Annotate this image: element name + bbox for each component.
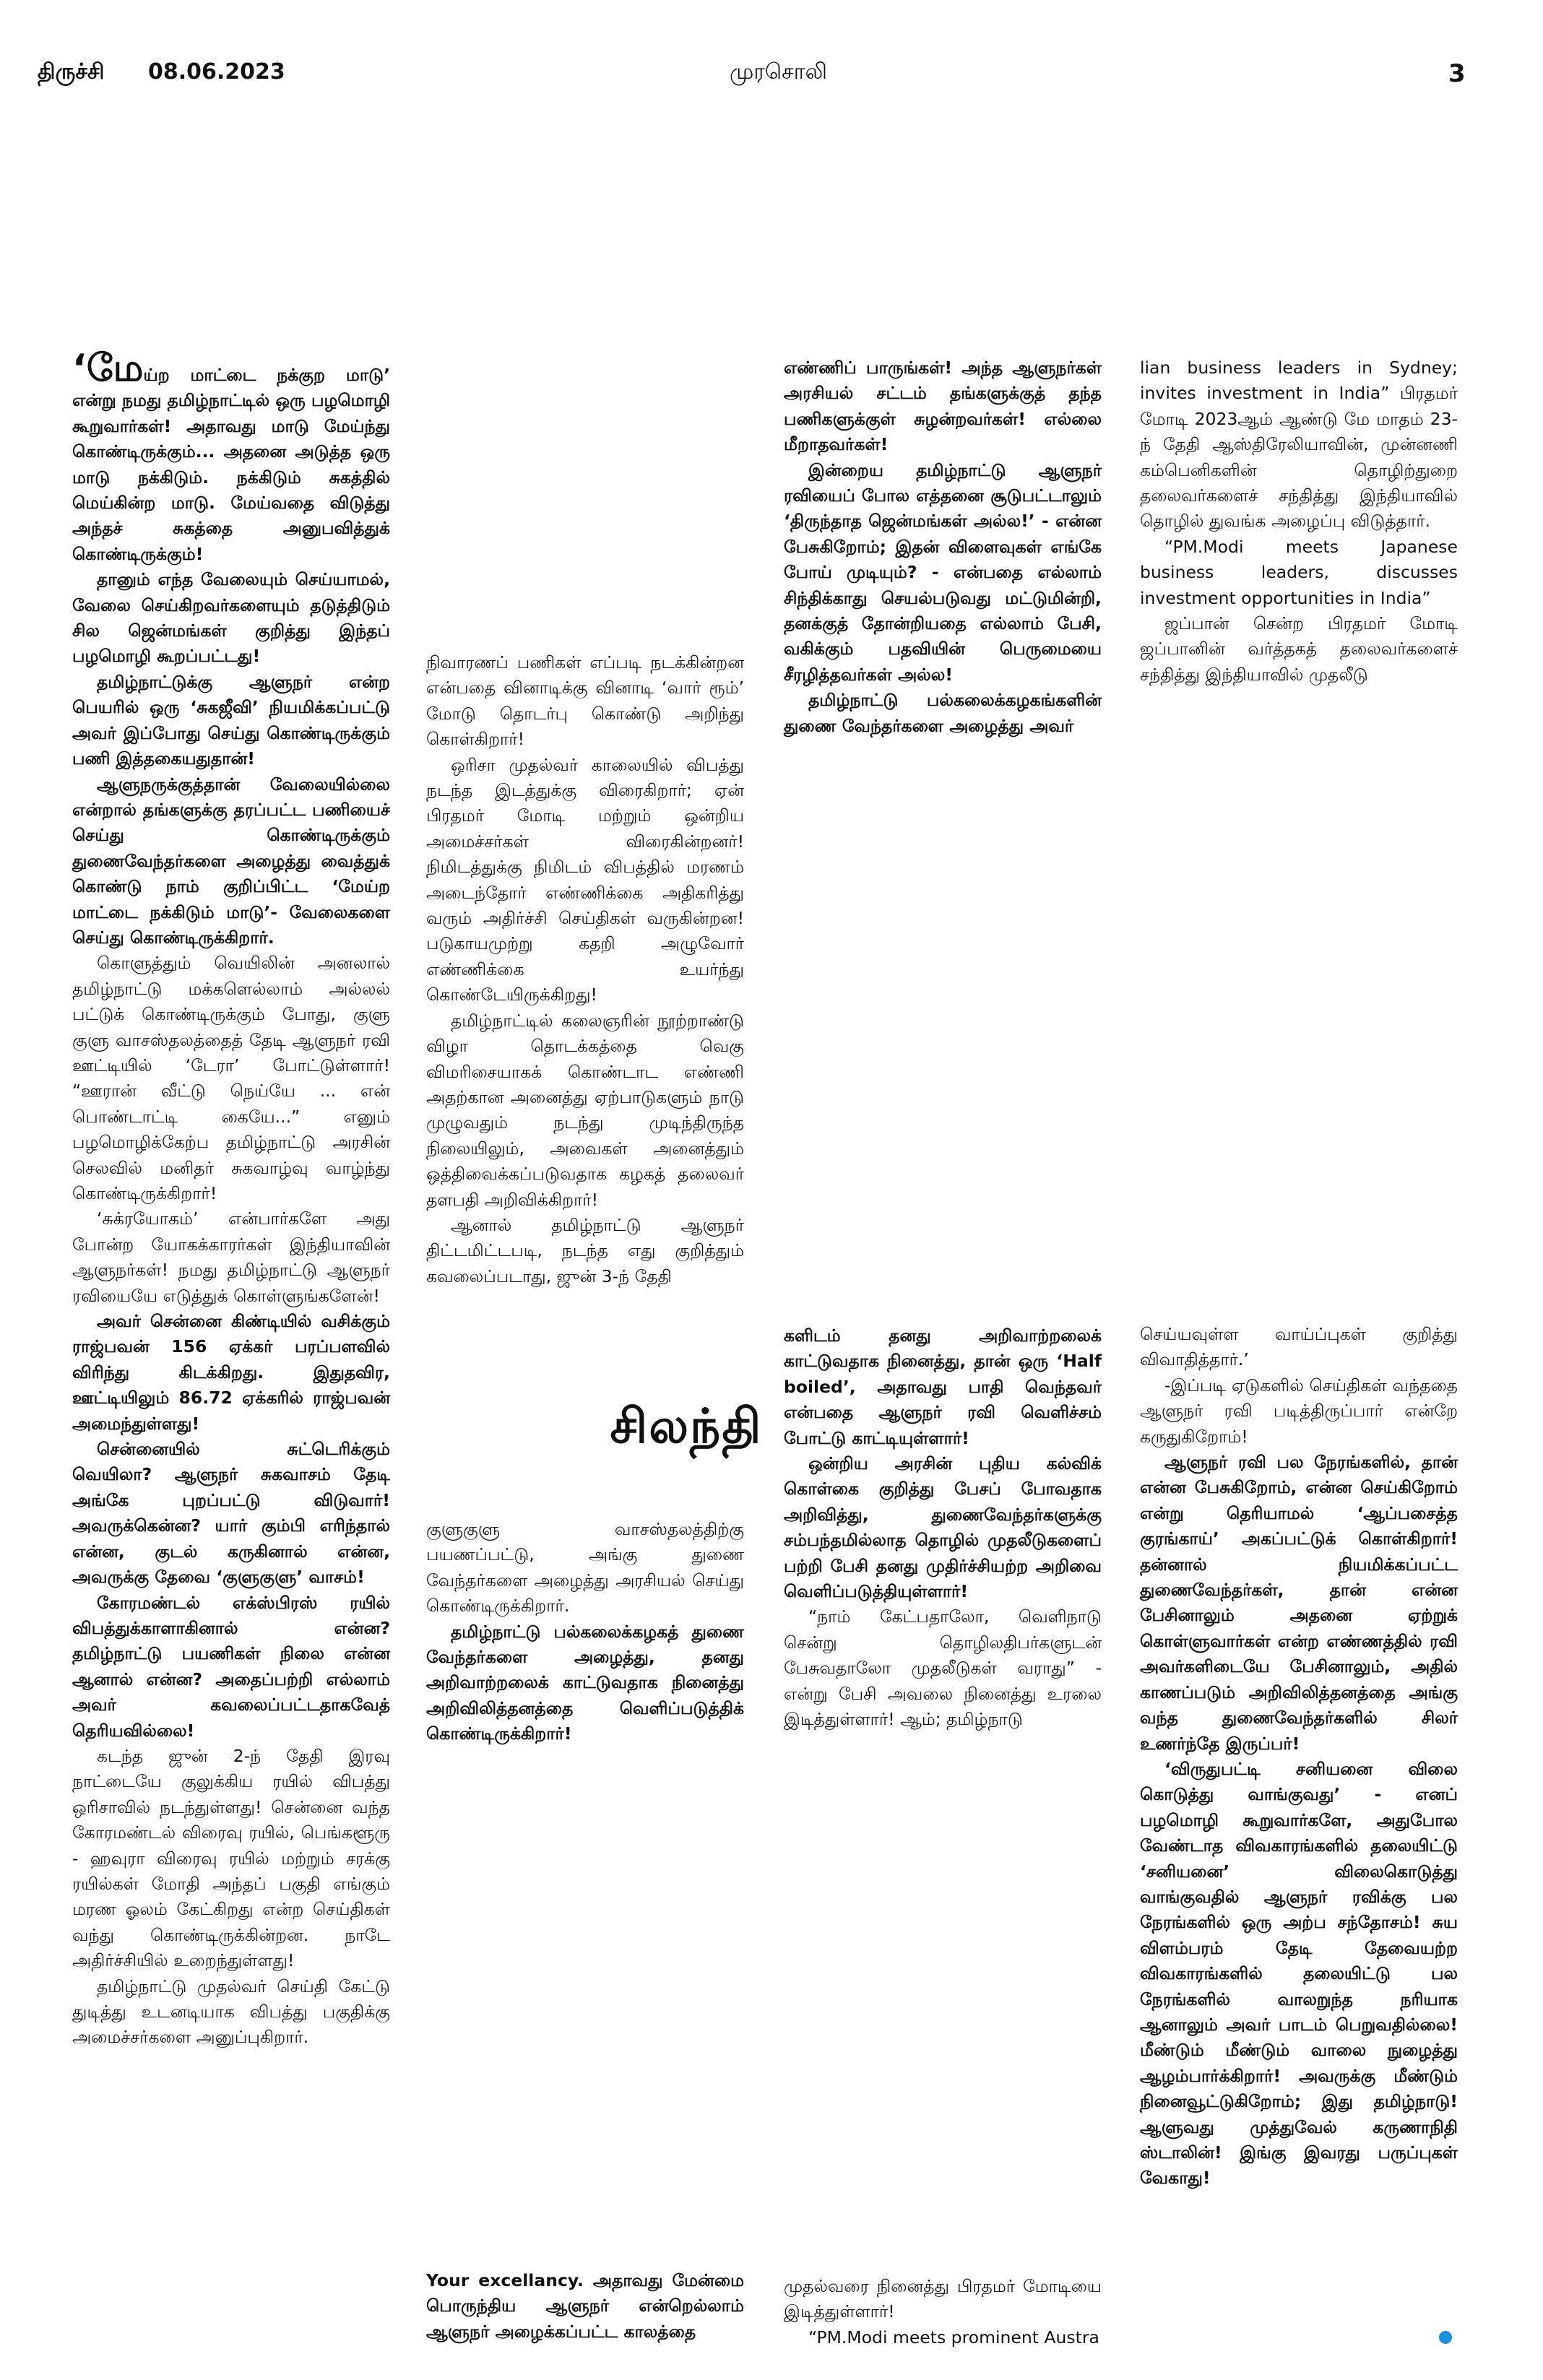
article-paragraph: Your excellancy. அதாவது மேன்மை பொருந்திய ஆளுநர் என்றெல்லாம் ஆளுநர் அழைக்கப்பட்ட காலத்தை [426, 2270, 744, 2342]
article-paragraph: கொளுத்தும் வெயிலின் அனலால் தமிழ்நாட்டு மக்களெல்லாம் அல்லல் பட்டுக் கொண்டிருக்கும் போது, குளு குளு வாசஸ்தலத்தைத் தேடி ஆளுநர் ரவி ஊட்டியில் ‘டேரா’ போட்டுள்ளார்! “ஊரான் வீட்டு நெய்யே ... என் பொண்டாட்டி கையே...” எனும் பழமொழிக்கேற்ப தமிழ்நாட்டு அரசின் செலவில் மனிதர் சுகவாழ்வு வாழ்ந்து கொண்டிருக்கிறார்! [72, 953, 390, 1203]
article-paragraph: தமிழ்நாட்டு பல்கலைக்கழகத் துணை வேந்தர்களை அழைத்து, தனது அறிவாற்றலைக் காட்டுவதாக நினைத்து அறிவிலித்தனத்தை வெளிப்படுத்திக் கொண்டிருக்கிறார்! [426, 1621, 744, 1744]
article-paragraph: சென்னையில் சுட்டெரிக்கும் வெயிலா? ஆளுநர் சுகவாசம் தேடி அங்கே புறப்பட்டு விடுவார்! அவருக்கென்ன? யார் கும்பி எரிந்தால் என்ன, குடல் கருகினால் என்ன, அவருக்கு தேவை ‘குளுகுளு’ வாசம்! [72, 1439, 390, 1588]
page-number: 3 [1448, 59, 1466, 88]
column-3-bottom-text [784, 2274, 1102, 2350]
column-2-top-text [426, 650, 744, 1289]
article-paragraph: தமிழ்நாட்டு பல்கலைக்கழகங்களின் துணை வேந்தர்களை அழைத்து அவர் [784, 690, 1102, 736]
article-paragraph: நிவாரணப் பணிகள் எப்படி நடக்கின்றன என்பதை வினாடிக்கு வினாடி ‘வார் ரூம்’ மோடு தொடர்பு கொண்டு அறிந்து கொள்கிறார்! [426, 652, 744, 750]
article-paragraph: ஒன்றிய அரசின் புதிய கல்விக் கொள்கை குறித்து பேசப் போவதாக அறிவித்து, துணைவேந்தர்களுக்கு சம்பந்தமில்லாத தொழில் முதலீடுகளைப் பற்றி பேசி தனது முதிர்ச்சியற்ற அறிவை வெளிப்படுத்தியுள்ளார்! [784, 1453, 1102, 1602]
column-1-text [72, 347, 390, 2051]
article-paragraph: “நாம் கேட்பதாலோ, வெளிநாடு சென்று தொழிலதிபர்களுடன் பேசுவதாலோ முதலீடுகள் வராது” - என்று பேசி அவலை நினைத்து உரலை இடித்துள்ளார்! ஆம்; தமிழ்நாடு [784, 1606, 1102, 1730]
column-4-bottom-text [1140, 1322, 1458, 2191]
column-3-mid-text [784, 1323, 1102, 1733]
edition-label: திருச்சி [38, 59, 105, 85]
column-2-mid-text [426, 1517, 744, 1747]
article-paragraph: ‘விருதுபட்டி சனியனை விலை கொடுத்து வாங்குவது’ - எனப் பழமொழி கூறுவார்களே, அதுபோல வேண்டாத விவகாரங்களில் தலையிட்டு ‘சனியனை’ விலைகொடுத்து வாங்குவதில் ஆளுநர் ரவிக்கு பல நேரங்களில் ஒரு அற்ப சந்தோசம்! சுய விளம்பரம் தேடி தேவையற்ற விவகாரங்களில் தலையிட்டு பல நேரங்களில் வாலறுந்த நரியாக ஆனாலும் அவர் பாடம் பெறுவதில்லை! மீண்டும் மீண்டும் வாலை நுழைத்து ஆழம்பார்க்கிறார்! அவருக்கு மீண்டும் நினைவூட்டுகிறோம்; இது தமிழ்நாடு! ஆளுவது முத்துவேல் கருணாநிதி ஸ்டாலின்! இங்கு இவரது பருப்புகள் வேகாது! [1140, 1758, 1458, 2189]
column-3-top-text [784, 355, 1102, 739]
article-paragraph: இன்றைய தமிழ்நாட்டு ஆளுநர் ரவியைப் போல எத்தனை சூடுபட்டாலும் ‘திருந்தாத ஜென்மங்கள் அல்ல!’ - என்ன பேசுகிறோம்; இதன் விளைவுகள் எங்கே போய் முடியும்? - என்பதை எல்லாம் சிந்திக்காது செயல்படுவது மட்டுமின்றி, தனக்குத் தோன்றியதை எல்லாம் பேசி, வகிக்கும் பதவியின் பெருமையை சீரழித்தவர்கள் அல்ல! [784, 459, 1102, 685]
article-paragraph: குளுகுளு வாசஸ்தலத்திற்கு பயணப்பட்டு, அங்கு துணை வேந்தர்களை அழைத்து அரசியல் செய்து கொண்டிருக்கிறார். [426, 1519, 744, 1617]
article-paragraph: தமிழ்நாட்டில் கலைஞரின் நூற்றாண்டு விழா தொடக்கத்தை வெகு விமரிசையாகக் கொண்டாட எண்ணி அதற்கான அனைத்து ஏற்பாடுகளும் நாடு முழுவதும் நடந்து முடிந்திருந்த நிலையிலும், அவைகள் அனைத்தும் ஒத்திவைக்கப்படுவதாக கழகத் தலைவர் தளபதி அறிவிக்கிறார்! [426, 1010, 744, 1210]
article-paragraph: தமிழ்நாட்டுக்கு ஆளுநர் என்ற பெயரில் ஒரு ‘சுகஜீவி’ நியமிக்கப்பட்டு அவர் இப்போது செய்து கொண்டிருக்கும் பணி இத்தகையதுதான்! [72, 671, 390, 769]
article-paragraph: அவர் சென்னை கிண்டியில் வசிக்கும் ராஜ்பவன் 156 ஏக்கர் பரப்பளவில் விரிந்து கிடக்கிறது. இதுதவிர, ஊட்டியிலும் 86.72 ஏக்கரில் ராஜ்பவன் அமைந்துள்ளது! [72, 1311, 390, 1434]
drop-cap: ‘மே [72, 347, 144, 390]
article-paragraph: ‘மேய்ற மாட்டை நக்குற மாடு’ என்று நமது தமிழ்நாட்டில் ஒரு பழமொழி கூறுவார்கள்! அதாவது மாடு மேய்ந்து கொண்டிருக்கும்... அதனை அடுத்த ஒரு மாடு நக்கிடும். நக்கிடும் சுகத்தில் மெய்கின்ற மாடு. மேய்வதை விடுத்து அந்தச் சுகத்தை அனுபவித்துக் கொண்டிருக்கும்! [72, 347, 390, 564]
column-4-top-text [1140, 355, 1458, 688]
article-paragraph: முதல்வரை நினைத்து பிரதமர் மோடியை இடித்துள்ளார்! [784, 2276, 1102, 2322]
article-paragraph: ஆளுநருக்குத்தான் வேலையில்லை என்றால் தங்களுக்கு தரப்பட்ட பணியைச் செய்து கொண்டிருக்கும் துணைவேந்தர்களை அழைத்து வைத்துக் கொண்டு நாம் குறிப்பிட்ட ‘மேய்ற மாட்டை நக்கிடும் மாடு’- வேலைகளை செய்து கொண்டிருக்கிறார். [72, 774, 390, 948]
article-paragraph: -இப்படி ஏடுகளில் செய்திகள் வந்ததை ஆளுநர் ரவி படித்திருப்பார் என்றே கருதுகிறோம்! [1140, 1375, 1458, 1447]
column-title-logo: சிலந்தி [610, 1398, 763, 1454]
article-paragraph: ஆளுநர் ரவி பல நேரங்களில், தான் என்ன பேசுகிறோம், என்ன செய்கிறோம் என்று தெரியாமல் ‘ஆப்பசைத்த குரங்காய்’ அகப்பட்டுக் கொள்கிறார்! தன்னால் நியமிக்கப்பட்ட துணைவேந்தர்கள், தான் என்ன பேசினாலும் அதனை ஏற்றுக் கொள்ளுவார்கள் என்ற எண்ணத்தில் ரவி அவர்களிடையே பேசினாலும், அதில் காணப்படும் அறிவிலித்தனத்தை அங்கு வந்த துணைவேந்தர்களில் சிலர் உணர்ந்தே இருப்பர்! [1140, 1452, 1458, 1754]
article-paragraph: கடந்த ஜுன் 2-ந் தேதி இரவு நாட்டையே குலுக்கிய ரயில் விபத்து ஒரிசாவில் நடந்துள்ளது! சென்னை வந்த கோரமண்டல் விரைவு ரயில், பெங்களூரு - ஹவுரா விரைவு ரயில் மற்றும் சரக்கு ரயில்கள் மோதி அந்தப் பகுதி எங்கும் மரண ஓலம் கேட்கிறது என்ற செய்திகள் வந்து கொண்டிருக்கின்றன. நாடே அதிர்ச்சியில் உறைந்துள்ளது! [72, 1745, 390, 1971]
article-paragraph: ‘சுக்ரயோகம்’ என்பார்களே அது போன்ற யோகக்காரர்கள் இந்தியாவின் ஆளுநர்கள்! நமது தமிழ்நாட்டு ஆளுநர் ரவியையே எடுத்துக் கொள்ளுங்களேன்! [72, 1208, 390, 1306]
article-paragraph: “PM.Modi meets Japanese business leaders, discusses investment opportunities in India” [1140, 536, 1458, 608]
article-paragraph: “PM.Modi meets prominent Austra [808, 2327, 1099, 2347]
column-2-bottom-text [426, 2268, 744, 2345]
blue-dot-marker [1439, 2331, 1452, 2344]
article-paragraph: களிடம் தனது அறிவாற்றலைக் காட்டுவதாக நினைத்து, தான் ஒரு ‘Half boiled’, அதாவது பாதி வெந்தவர் என்பதை ஆளுநர் ரவி வெளிச்சம் போட்டு காட்டியுள்ளார்! [784, 1325, 1102, 1448]
article-paragraph: தானும் எந்த வேலையும் செய்யாமல், வேலை செய்கிறவர்களையும் தடுத்திடும் சில ஜென்மங்கள் குறித்து இந்தப் பழமொழி கூறப்பட்டது! [72, 569, 390, 667]
newspaper-name: முரசொலி [730, 59, 827, 85]
article-paragraph: கோரமண்டல் எக்ஸ்பிரஸ் ரயில் விபத்துக்காளாகினால் என்ன? தமிழ்நாட்டு பயணிகள் நிலை என்ன ஆனால் என்ன? அதைப்பற்றி எல்லாம் அவர் கவலைப்பட்டதாகவேத் தெரியவில்லை! [72, 1592, 390, 1741]
article-paragraph: ஆனால் தமிழ்நாட்டு ஆளுநர் திட்டமிட்டபடி, நடந்த எது குறித்தும் கவலைப்படாது, ஜுன் 3-ந் தேதி [426, 1214, 744, 1286]
article-paragraph: செய்யவுள்ள வாய்ப்புகள் குறித்து விவாதித்தார்.’ [1140, 1324, 1458, 1370]
article-paragraph: ஒரிசா முதல்வர் காலையில் விபத்து நடந்த இடத்துக்கு விரைகிறார்; ஏன் பிரதமர் மோடி மற்றும் ஒன்றிய அமைச்சர்கள் விரைகின்றனர்! நிமிடத்துக்கு நிமிடம் விபத்தில் மரணம் அடைந்தோர் எண்ணிக்கை அதிகரித்து வரும் அதிர்ச்சி செய்திகள் வருகின்றன! படுகாயமுற்று கதறி அழுவோர் எண்ணிக்கை உயர்ந்து கொண்டேயிருக்கிறது! [426, 754, 744, 1005]
article-paragraph: lian business leaders in Sydney; invites investment in India” பிரதமர் மோடி 2023ஆம் ஆண்டு மே மாதம் 23-ந் தேதி ஆஸ்திரேலியாவின், முன்னணி கம்பெனிகளின் தொழிற்துறை தலைவர்களைச் சந்தித்து இந்தியாவில் தொழில் துவங்க அழைப்பு விடுத்தார். [1140, 358, 1458, 532]
issue-date: 08.06.2023 [148, 59, 285, 85]
article-paragraph: ஜப்பான் சென்ற பிரதமர் மோடி ஜப்பானின் வர்த்தகத் தலைவர்களைச் சந்தித்து இந்தியாவில் முதலீடு [1140, 613, 1458, 685]
article-paragraph: தமிழ்நாட்டு முதல்வர் செய்தி கேட்டு துடித்து உடனடியாக விபத்து பகுதிக்கு அமைச்சர்களை அனுப்புகிறார். [72, 1976, 390, 2048]
article-paragraph: எண்ணிப் பாருங்கள்! அந்த ஆளுநர்கள் அரசியல் சட்டம் தங்களுக்குத் தந்த பணிகளுக்குள் சுழன்றவர்கள்! எல்லை மீறாதவர்கள்! [784, 358, 1102, 455]
